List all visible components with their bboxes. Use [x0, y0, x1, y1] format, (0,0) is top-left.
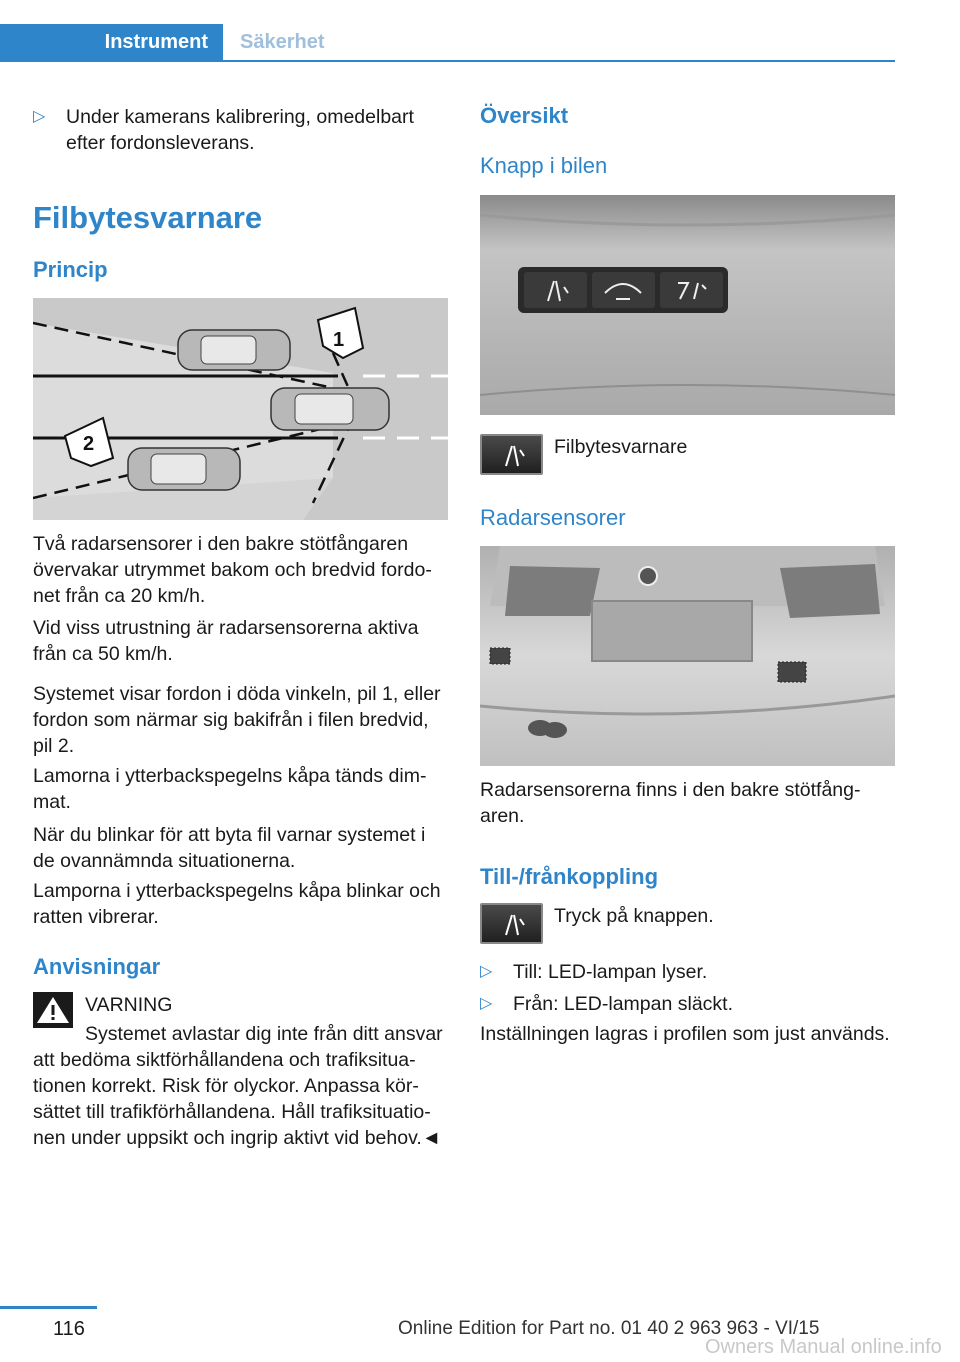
header-tabbar: [0, 24, 895, 62]
lane-change-button-row: [480, 434, 688, 478]
car-top: [178, 330, 290, 370]
warning-text: Systemet avlastar dig inte från ditt ansvar att bedöma siktförhållandena och trafiksitua-tionen korrekt. Risk för olyckor. Anpassa kör-sättet till trafikförhållandena. Håll trafiksituatio-nen under uppsikt och ingrip aktivt vid behov.◄: [33, 1023, 443, 1149]
triangle-bullet-icon: ▷: [480, 995, 493, 1012]
lane-change-diagram: [33, 298, 448, 520]
button-panel-image: [480, 195, 895, 415]
paragraph-3: Systemet visar fordon i döda vinkeln, pil 1, eller fordon som närmar sig bakifrån i filen bredvid, pil 2.: [33, 683, 441, 757]
section-heading-princip: Princip: [33, 257, 108, 282]
sub-heading-radar: Radarsensorer: [480, 505, 626, 530]
list-item: [480, 959, 896, 985]
triangle-bullet-icon: ▷: [33, 108, 46, 125]
bullet-text: Till: LED-lampan lyser.: [513, 961, 708, 983]
car-middle: [271, 388, 389, 430]
section-heading-oversikt: Översikt: [480, 103, 569, 128]
list-item: [33, 104, 449, 156]
press-text: Tryck på knappen.: [554, 905, 714, 927]
page-number: 116: [53, 1318, 85, 1340]
tab-instrument[interactable]: Instrument: [0, 24, 223, 60]
final-text: Inställningen lagras i profilen som just används.: [480, 1023, 890, 1045]
list-item: [480, 991, 896, 1017]
footer-divider: [0, 1306, 97, 1309]
watermark: Owners Manual online.info: [705, 1336, 942, 1358]
paragraph-6: Lamporna i ytterbackspegelns kåpa blinkar och ratten vibrerar.: [33, 880, 441, 928]
press-button-row: [480, 903, 714, 947]
triangle-bullet-icon: ▷: [480, 963, 493, 980]
rear-bumper-image: [480, 546, 895, 766]
button-caption: Filbytesvarnare: [554, 436, 688, 458]
radar-location-text: Radarsensorerna finns i den bakre stötfång-aren.: [480, 779, 861, 827]
footer-edition: Online Edition for Part no. 01 40 2 963 963 - VI/15: [398, 1318, 820, 1339]
paragraph-2: Vid viss utrustning är radarsensorerna aktiva från ca 50 km/h.: [33, 617, 419, 665]
car-bottom: [128, 448, 240, 490]
arrow-label-1: 1: [333, 329, 345, 351]
section-heading-anvisningar: Anvisningar: [33, 954, 161, 979]
bullet-text: Från: LED-lampan släckt.: [513, 993, 733, 1015]
bullet-text: Under kamerans kalibrering, omedelbart efter fordonsleverans.: [66, 106, 414, 154]
tab-sakerhet[interactable]: Säkerhet: [240, 31, 325, 53]
paragraph-4: Lamorna i ytterbackspegelns kåpa tänds dim-mat.: [33, 765, 427, 813]
paragraph-5: När du blinkar för att byta fil varnar systemet i de ovannämnda situationerna.: [33, 824, 426, 872]
warning-title: VARNING: [85, 994, 173, 1016]
paragraph-1: Två radarsensorer i den bakre stötfångaren övervakar utrymmet bakom och bredvid fordo-net från ca 20 km/h.: [33, 533, 432, 607]
sub-heading-knapp: Knapp i bilen: [480, 153, 608, 178]
lane-change-button-icon-2[interactable]: [480, 903, 543, 944]
page-title: Filbytesvarnare: [33, 200, 263, 235]
lane-change-button-icon[interactable]: [480, 434, 543, 475]
section-heading-till: Till-/frånkoppling: [480, 864, 659, 889]
arrow-label-2: 2: [83, 433, 95, 455]
